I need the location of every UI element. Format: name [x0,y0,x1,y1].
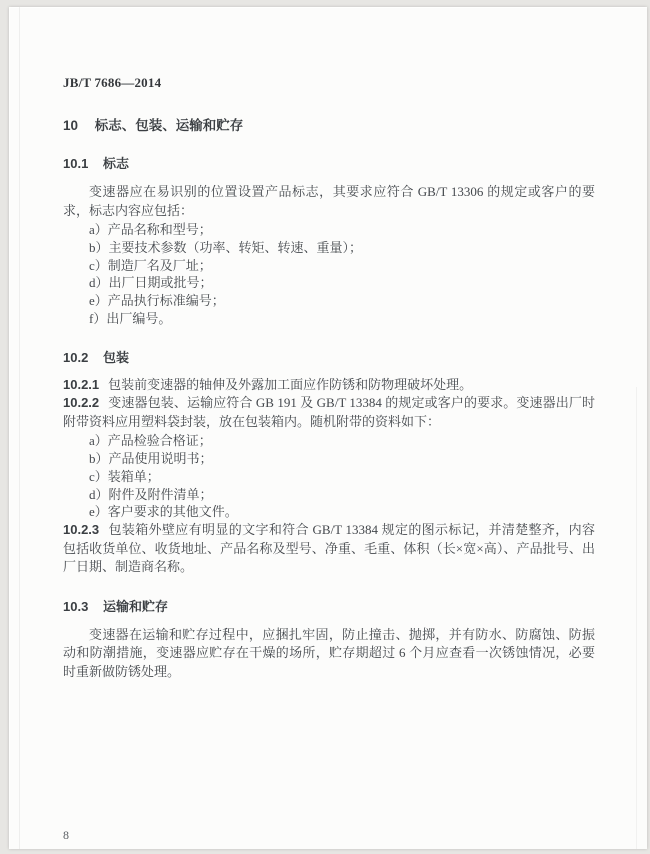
clause-10-2-2 [63,394,595,431]
page-content [9,7,647,681]
clause-10-2-3-text: 包装箱外壁应有明显的文字和符合 GB/T 13384 规定的图示标记，并清楚整齐，内容包括收货单位、收货地址、产品名称及型号、净重、毛重、体积（长×宽×高）、产品批号、出厂日期、制造商名称。 [63,522,595,575]
list-item: d）出厂日期或批号； [89,275,213,291]
list-item: d）附件及附件清单； [89,486,213,502]
list-item: a）产品检验合格证； [89,433,212,449]
section-10-3-heading [63,596,595,615]
section-10-3-paragraph: 变速器在运输和贮存过程中，应捆扎牢固，防止撞击、抛掷，并有防水、防腐蚀、防振动和防潮措施，变速器应贮存在干燥的场所，贮存期超过 6 个月应查看一次锈蚀情况，必要时重新做防锈处理。 [63,626,595,679]
section-10-number: 10 [63,118,79,133]
section-10-2-heading [63,347,595,366]
list-item: a）产品名称和型号； [89,222,212,237]
section-10-heading [63,114,595,134]
clause-10-2-2-number: 10.2.2 [63,395,100,411]
clause-10-2-2-text: 变速器包装、运输应符合 GB 191 及 GB/T 13384 的规定或客户的要求。变速器出厂时附带资料应用塑料袋封装，放在包装箱内。随机附带的资料如下： [63,395,595,429]
packing-documents-list [63,432,595,521]
clause-10-2-1-number: 10.2.1 [63,376,100,392]
section-10-3-number: 10.3 [63,598,89,614]
list-item: e）产品执行标准编号； [89,293,225,309]
document-page [9,7,647,849]
section-10-1-title: 标志 [102,156,129,171]
list-item: b）主要技术参数（功率、转矩、转速、重量）； [89,239,363,255]
section-10-1-number: 10.1 [63,156,89,171]
running-header: JB/T 7686—2014 [63,75,162,90]
section-10-1-heading [63,153,595,172]
clause-10-2-1 [63,376,595,395]
section-10-1-intro-paragraph: 变速器应在易识别的位置设置产品标志，其要求应符合 GB/T 13306 的规定或客户的要求，标志内容应包括： [63,184,595,218]
page-number: 8 [63,828,69,842]
list-item: b）产品使用说明书； [89,451,213,467]
section-10-2-number: 10.2 [63,349,89,365]
clause-10-2-3 [63,521,595,577]
scan-seam-right [636,387,637,849]
clause-10-2-3-number: 10.2.3 [63,522,100,538]
list-item: c）制造厂名及厂址； [89,257,212,273]
marking-content-list [63,221,595,328]
list-item: e）客户要求的其他文件。 [89,504,238,520]
list-item: f）出厂编号。 [89,310,172,326]
section-10-title: 标志、包装、运输和贮存 [94,118,244,133]
clause-10-2-1-text: 包装前变速器的轴伸及外露加工面应作防锈和防物理破坏处理。 [108,376,473,392]
section-10-2-title: 包装 [102,349,129,365]
section-10-3-title: 运输和贮存 [102,598,168,614]
list-item: c）装箱单； [89,468,160,484]
scan-seam-left [19,7,20,849]
